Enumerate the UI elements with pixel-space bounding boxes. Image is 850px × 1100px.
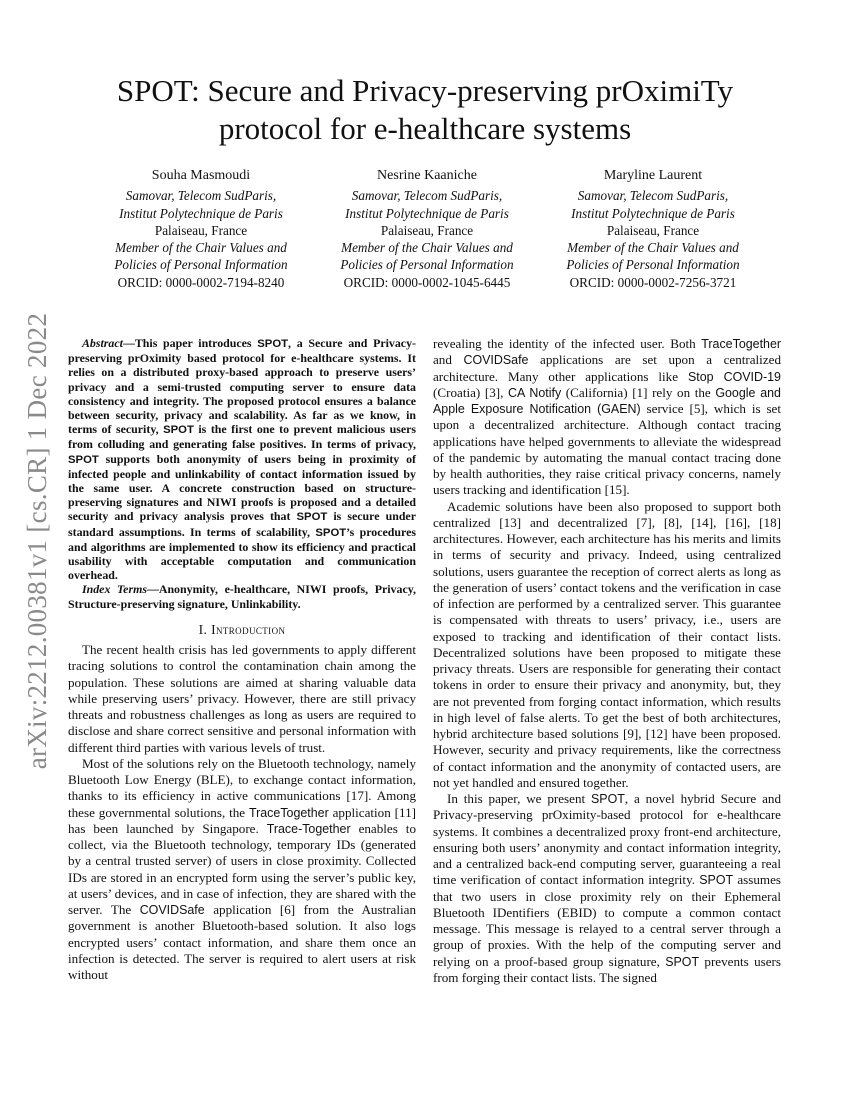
body-paragraph: The recent health crisis has led governments to apply different tracing solutions to control the contamination chain among the population. These solutions are aimed at sharing valuable data while preserving users’ privacy. However, there are still privacy threats and robustness challenges as long as users are required to disclose and share correct sensitive and personal information with different third parties with various levels of trust. [68, 642, 416, 755]
abstract [68, 336, 416, 582]
app-name: TraceTogether [248, 805, 329, 820]
author-affiliation: Samovar, Telecom SudParis, [125, 188, 277, 204]
app-name: Stop COVID-19 [687, 369, 781, 384]
author-orcid: ORCID: 0000-0002-1045-6445 [343, 274, 511, 290]
body-text: application [6] from the Australian government is another Bluetooth-based solution. It also logs encrypted users’ contact information, and share them once an infection is detected. The server is required to alert users at risk without [68, 902, 416, 983]
arxiv-identifier: arXiv:2212.00381v1 [cs.CR] 1 Dec 2022 [22, 312, 52, 770]
app-name: CA Notify [508, 385, 562, 400]
author-chair: Member of the Chair Values and [341, 240, 513, 256]
spot-name: SPOT [296, 511, 328, 524]
app-name: Google and Apple Exposure Notification (GAEN) [433, 385, 781, 416]
author-name: Souha Masmoudi [151, 168, 251, 183]
body-text: (Croatia) [3], [433, 384, 509, 400]
body-text: revealing the identity of the infected user. Both [433, 336, 702, 351]
author-2 [314, 167, 540, 291]
body-text: Most of the solutions rely on the Bluetooth technology, namely Bluetooth Low Energy (BLE), to exchange contact information, thanks to its efficiency in active communications [17]. Among these governmental solutions, the [68, 755, 416, 820]
title-line-2: protocol for e-healthcare systems [218, 111, 632, 146]
app-name: COVIDSafe [139, 903, 205, 918]
spot-name: SPOT [68, 453, 99, 466]
body-text: enables to collect, via the Bluetooth technology, temporary IDs (generated by a central trusted server) of users in close proximity. Collected IDs are stored in an encrypted form using the server’s public key, at users’ devices, and in case of infection, they are shared with the server. The [68, 820, 416, 918]
author-affiliation: Samovar, Telecom SudParis, [577, 188, 729, 204]
arxiv-watermark [12, 296, 62, 786]
section-number: I. [198, 621, 212, 637]
body-text: , a novel hybrid Secure and Privacy-preserving prOximity-based protocol for e-healthcare systems. It combines a decentralized proxy front-end architecture, ensuring both users’ anonymity and contact information integrity, and a centralized back-end computing server, guaranteeing a real time verification of contact information integrity. [433, 791, 781, 888]
body-text: prevents users from forging their contact lists. The signed [433, 953, 781, 985]
section-heading [68, 622, 416, 638]
abstract-text: ’s procedures and algorithms are implemented to show its efficiency and practical usability with acceptable computation and communication overhead. [68, 524, 416, 583]
author-city: Palaiseau, France [380, 222, 474, 238]
index-terms-text: —Anonymity, e-healthcare, NIWI proofs, Privacy, Structure-preserving signature, Unlinkability. [68, 582, 416, 611]
author-affiliation: Institut Polytechnique de Paris [119, 205, 283, 221]
abstract-text: is the first one to prevent malicious users from colluding and generating false positives. In terms of privacy, [68, 422, 417, 452]
body-text: and [433, 352, 464, 368]
author-block [88, 167, 778, 291]
body-paragraph [68, 756, 416, 984]
spot-name: SPOT [590, 792, 625, 806]
author-chair: Policies of Personal Information [114, 257, 288, 273]
spot-name: SPOT [665, 954, 700, 969]
author-orcid: ORCID: 0000-0002-7256-3721 [569, 274, 737, 290]
spot-name: SPOT [315, 526, 347, 539]
right-column [433, 336, 781, 986]
author-chair: Member of the Chair Values and [115, 240, 287, 256]
left-column [68, 336, 416, 983]
title-line-1: SPOT: Secure and Privacy-preserving prOximiTy [116, 73, 734, 108]
spot-name: SPOT [699, 873, 734, 888]
author-chair: Policies of Personal Information [340, 257, 514, 273]
body-text: application [11] has been launched by Singapore. [68, 804, 416, 836]
author-affiliation: Institut Polytechnique de Paris [571, 205, 735, 221]
body-text: applications are set upon a centralized architecture. Many other applications like [433, 352, 781, 384]
abstract-text: —This paper introduces [122, 336, 258, 350]
abstract-label: Abstract [82, 336, 123, 350]
body-text: (California) [1] rely on the [561, 384, 716, 400]
author-chair: Member of the Chair Values and [567, 240, 739, 256]
abstract-text: is secure under standard assumptions. In terms of scalability, [68, 509, 416, 539]
author-orcid: ORCID: 0000-0002-7194-8240 [117, 274, 285, 290]
spot-name: SPOT [257, 338, 289, 350]
author-chair: Policies of Personal Information [566, 257, 740, 273]
body-text: service [5], which is set upon a decentralized architecture. Although contact tracing applications have helped governments to alleviate the widespread of the pandemic by automating the manual contact tracing done by health authorities, they raise critical privacy concerns, namely users tracking and identification [15]. [433, 401, 781, 498]
author-affiliation: Institut Polytechnique de Paris [345, 205, 509, 221]
index-terms [68, 582, 416, 610]
body-text: In this paper, we present [447, 791, 591, 806]
body-paragraph [433, 791, 781, 986]
app-name: Trace-Together [266, 821, 351, 836]
abstract-text: , a Secure and Privacy-preserving prOximity based protocol for e-healthcare systems. It relies on a distributed proxy-based approach to preserve users’ privacy and a semi-trusted computing server to ensure data consistency and integrity. The proposed protocol ensures a balance between security, privacy and scalability. As far as we know, in terms of security, [68, 336, 416, 437]
app-name: TraceTogether [701, 337, 781, 351]
author-name: Nesrine Kaaniche [377, 168, 477, 183]
author-city: Palaiseau, France [606, 222, 700, 238]
app-name: COVIDSafe [463, 353, 529, 368]
abstract-text: supports both anonymity of users being in proximity of infected people and unlinkability of contact information issued by the same user. A concrete construction based on structure-preserving signatures and NIWI proofs is proposed and a detailed security and privacy analysis proves that [68, 451, 416, 524]
author-city: Palaiseau, France [154, 222, 248, 238]
body-paragraph [433, 336, 781, 499]
body-paragraph: Academic solutions have been also proposed to support both centralized [13] and decentralized [7], [8], [14], [16], [18] architectures. However, each architecture has his merits and limits in terms of security and privacy. Indeed, using centralized solutions, users guarantee the reception of correct alerts as long as the generation of users’ contact tokens and the verification in case of infection are performed by a centralized server. This guarantee is compensated with threats to users’ privacy, i.e., users are exposed to tracking and identification of their contact lists. Decentralized solutions have been proposed to mitigate these privacy threats. Users are responsible for generating their contact tokens in order to ensure their privacy and anonymity, but, they are not prevented from forging contact information, which results in high level of false alerts. To get the best of both architectures, hybrid architecture based solutions [9], [12] have been proposed. However, security and privacy requirements, like the correctness of contact information and the anonymity of contacted users, are not yet handled and ensured together. [433, 498, 781, 790]
body-text: assumes that two users in close proximity rely on their Ephemeral Bluetooth IDentifiers (EBID) to compute a common contact message. This message is relayed to a central server through a group of proxies. With the help of the computing server and relying on a proof-based group signature, [433, 872, 782, 969]
section-title: Introduction [211, 621, 286, 637]
paper-title [80, 72, 770, 148]
author-1 [88, 167, 314, 291]
author-3 [540, 167, 766, 291]
index-terms-label: Index Terms [82, 582, 147, 597]
spot-name: SPOT [163, 424, 194, 437]
author-name: Maryline Laurent [603, 168, 703, 183]
author-affiliation: Samovar, Telecom SudParis, [351, 188, 503, 204]
